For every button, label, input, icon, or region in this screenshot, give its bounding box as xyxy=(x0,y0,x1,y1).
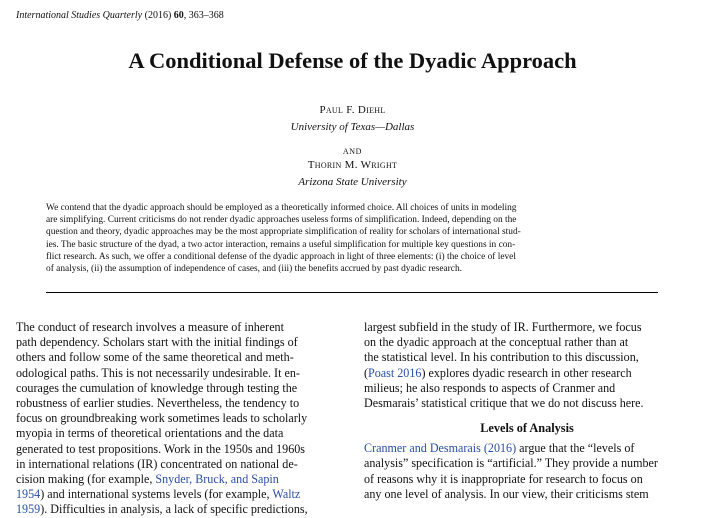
section-heading: Levels of Analysis xyxy=(480,421,574,436)
text-line xyxy=(364,381,690,396)
article-title: A Conditional Defense of the Dyadic Approach xyxy=(128,48,577,73)
text-segment: in international relations (IR) concentrated on national de- xyxy=(16,456,298,471)
text-line xyxy=(364,472,690,487)
section-divider xyxy=(46,292,658,293)
text-segment: ). Difficulties in analysis, a lack of specific predictions, xyxy=(40,502,308,517)
journal-year: (2016) xyxy=(144,10,172,21)
abstract-line: question and theory, dyadic approaches may be the most appropriate simplification of reality for scholars of international stud- xyxy=(46,227,521,238)
journal-header xyxy=(16,10,224,21)
text-segment: path dependency. Scholars start with the initial findings of xyxy=(16,335,298,350)
text-segment: cision making (for example, xyxy=(16,472,156,487)
text-segment: the statistical level. In his contribution to this discussion, xyxy=(364,350,639,365)
body-column-right xyxy=(364,320,690,502)
text-segment: any one level of analysis. In our view, their criticisms stem xyxy=(364,486,649,501)
text-line xyxy=(364,366,690,381)
text-line xyxy=(16,396,340,411)
abstract xyxy=(46,202,658,275)
citation-link[interactable]: Cranmer and Desmarais (2016) xyxy=(364,441,517,456)
text-segment: on the dyadic approach at the conceptual rather than at xyxy=(364,335,629,350)
text-line xyxy=(364,441,690,456)
author-conjunction: AND xyxy=(342,147,363,156)
abstract-line: of analysis, (ii) the assumption of independence of cases, and (iii) the benefits accrued by past dyadic research. xyxy=(46,264,462,275)
text-line xyxy=(364,487,690,502)
text-line xyxy=(16,457,340,472)
journal-volume: 60 xyxy=(173,10,184,21)
text-line xyxy=(364,350,690,365)
citation-link[interactable]: Poast 2016 xyxy=(368,365,422,380)
text-line xyxy=(16,472,340,487)
body-column-left xyxy=(16,320,340,518)
author-affiliation: University of Texas—Dallas xyxy=(290,121,415,133)
text-segment: robustness of earlier studies. Nevertheless, the tendency to xyxy=(16,396,300,411)
text-segment: of reasons why it is inappropriate for research to focus on xyxy=(364,471,643,486)
text-segment: milieus; he also responds to aspects of Cranmer and xyxy=(364,380,616,395)
text-line xyxy=(16,487,340,502)
text-segment: odological paths. This is not necessarily undesirable. It en- xyxy=(16,365,300,380)
author-name: Paul F. Diehl xyxy=(319,104,386,116)
text-segment: analysis” specification is “artificial.” They provide a number xyxy=(364,456,658,471)
text-segment: focus on groundbreaking work sometimes leads to scholarly xyxy=(16,411,308,426)
abstract-line: are simplifying. Current criticisms do not render dyadic approaches useless forms of simplification. Indeed, depending on the xyxy=(46,215,517,226)
paragraph xyxy=(364,320,690,411)
text-line xyxy=(364,320,690,335)
text-segment: others and follow some of the same theoretical and meth- xyxy=(16,350,294,365)
text-line xyxy=(16,381,340,396)
text-line xyxy=(16,502,340,517)
abstract-line: ies. The basic structure of the dyad, a two actor interaction, remains a useful simplification for multiple key questions in con- xyxy=(46,239,516,250)
text-segment: The conduct of research involves a measure of inherent xyxy=(16,320,284,334)
text-line xyxy=(16,366,340,381)
journal-name: International Studies Quarterly xyxy=(16,10,143,21)
author-affiliation: Arizona State University xyxy=(298,176,407,188)
abstract-line: flict research. As such, we offer a conditional defense of the dyadic approach in light of three elements: (i) the choice of level xyxy=(46,251,516,262)
text-segment: generated to test propositions. Work in the 1950s and 1960s xyxy=(16,441,306,456)
text-segment: ( xyxy=(364,365,369,380)
text-line xyxy=(364,396,690,411)
text-line xyxy=(364,456,690,471)
abstract-line: We contend that the dyadic approach should be employed as a theoretically informed choice. All choices of units in modeling xyxy=(46,203,517,213)
text-line xyxy=(16,350,340,365)
text-segment: courages the cumulation of knowledge through testing the xyxy=(16,380,298,395)
text-line xyxy=(16,426,340,441)
paragraph xyxy=(364,441,690,502)
text-line xyxy=(364,335,690,350)
text-segment: ) explores dyadic research in other research xyxy=(421,365,632,380)
journal-pages: , 363–368 xyxy=(183,10,224,21)
citation-link[interactable]: 1954 xyxy=(16,487,41,502)
text-segment: ) and international systems levels (for example, xyxy=(40,487,273,502)
text-line xyxy=(16,411,340,426)
text-segment: Desmarais’ statistical critique that we do not discuss here. xyxy=(364,396,644,411)
citation-link[interactable]: 1959 xyxy=(16,502,41,517)
text-segment: largest subfield in the study of IR. Furthermore, we focus xyxy=(364,320,642,334)
citation-link[interactable]: Waltz xyxy=(272,487,301,502)
text-segment: myopia in terms of theoretical orientations and the data xyxy=(16,426,284,441)
text-line xyxy=(16,335,340,350)
author-name: Thorin M. Wright xyxy=(307,159,398,171)
text-line xyxy=(16,320,340,335)
text-line xyxy=(16,442,340,457)
text-segment: argue that the “levels of xyxy=(516,441,635,456)
citation-link[interactable]: Snyder, Bruck, and Sapin xyxy=(155,472,279,487)
